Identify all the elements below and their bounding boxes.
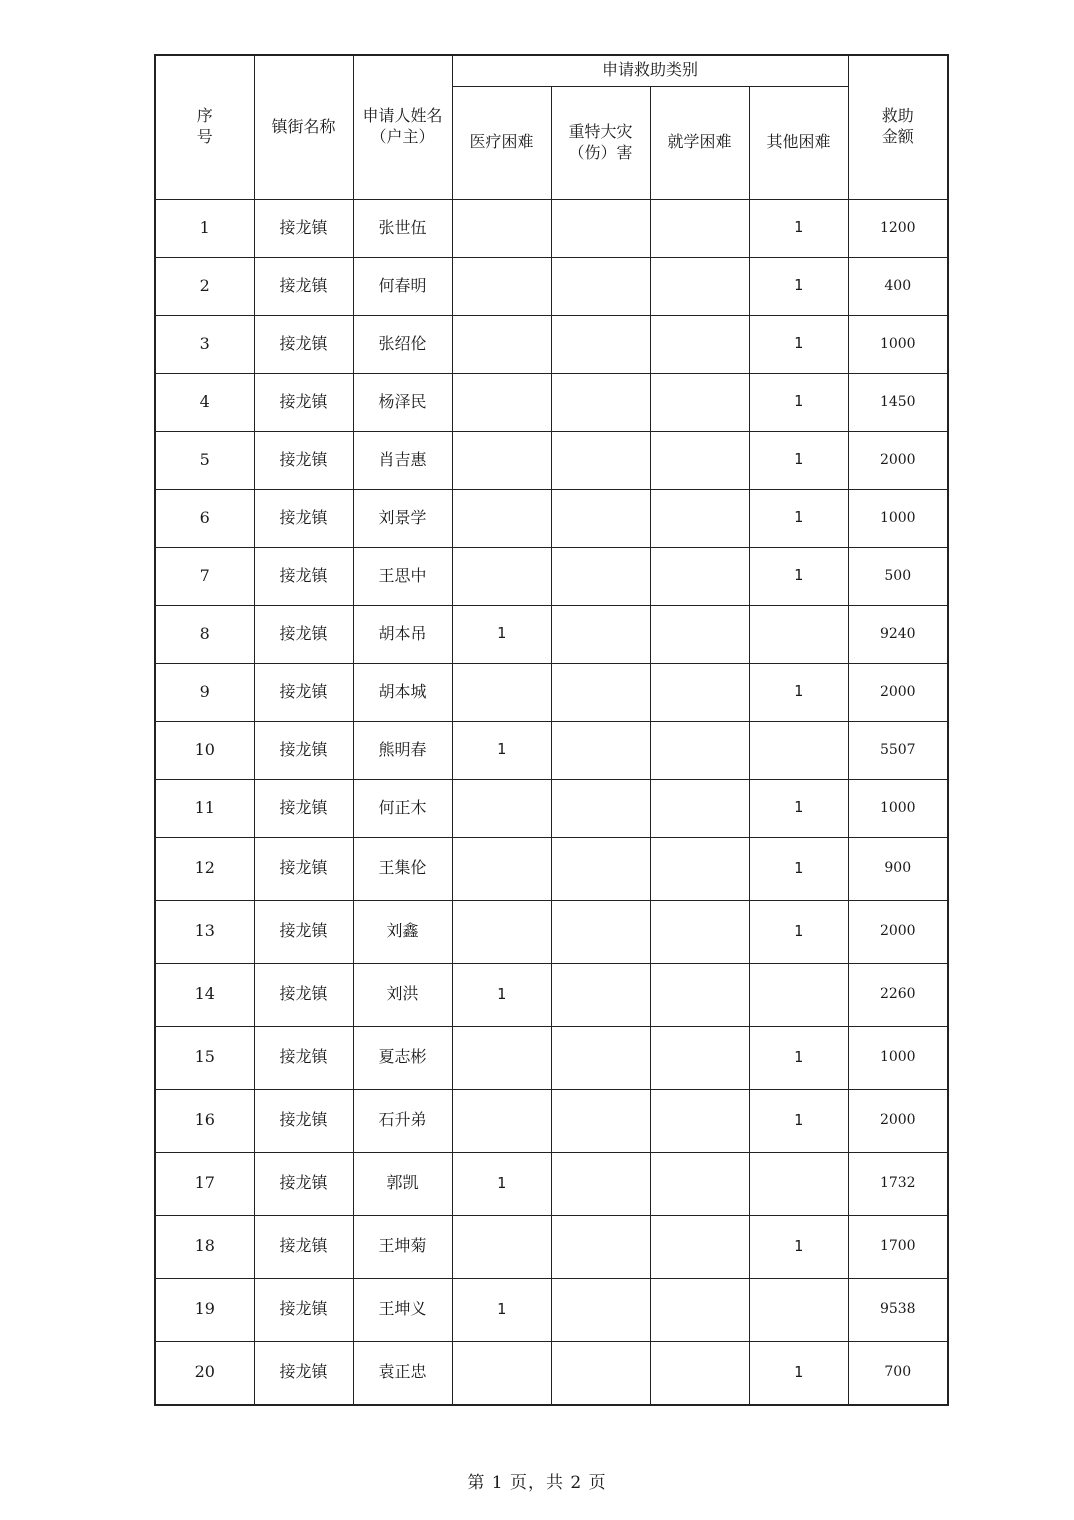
cell-town: 接龙镇 (254, 257, 353, 315)
cell-education (650, 900, 749, 963)
table-header (155, 55, 948, 199)
cell-education (650, 605, 749, 663)
cell-education (650, 1215, 749, 1278)
cell-medical (452, 1026, 551, 1089)
cell-other (749, 1278, 848, 1341)
cell-name: 石升弟 (353, 1089, 452, 1152)
cell-amount: 1200 (848, 199, 948, 257)
header-seq: 序 号 (155, 55, 254, 199)
cell-education (650, 963, 749, 1026)
cell-seq: 7 (155, 547, 254, 605)
cell-seq: 14 (155, 963, 254, 1026)
cell-disaster (551, 431, 650, 489)
cell-amount: 1000 (848, 489, 948, 547)
cell-name: 张绍伦 (353, 315, 452, 373)
cell-name: 刘洪 (353, 963, 452, 1026)
table-row (155, 1215, 948, 1278)
cell-medical: 1 (452, 605, 551, 663)
cell-education (650, 257, 749, 315)
table-row (155, 779, 948, 837)
cell-disaster (551, 900, 650, 963)
table-row (155, 489, 948, 547)
cell-other: 1 (749, 257, 848, 315)
cell-disaster (551, 489, 650, 547)
cell-disaster (551, 315, 650, 373)
cell-education (650, 1278, 749, 1341)
cell-seq: 15 (155, 1026, 254, 1089)
table-row (155, 1026, 948, 1089)
cell-medical (452, 199, 551, 257)
cell-name: 刘景学 (353, 489, 452, 547)
cell-amount: 2000 (848, 663, 948, 721)
table-row (155, 900, 948, 963)
table-row (155, 663, 948, 721)
cell-medical (452, 315, 551, 373)
cell-amount: 1000 (848, 1026, 948, 1089)
cell-name: 郭凯 (353, 1152, 452, 1215)
cell-disaster (551, 663, 650, 721)
header-disaster: 重特大灾 （伤）害 (551, 86, 650, 199)
cell-town: 接龙镇 (254, 315, 353, 373)
cell-education (650, 1026, 749, 1089)
table-body (155, 199, 948, 1405)
cell-other: 1 (749, 547, 848, 605)
cell-seq: 16 (155, 1089, 254, 1152)
cell-amount: 2000 (848, 431, 948, 489)
cell-seq: 9 (155, 663, 254, 721)
cell-medical (452, 373, 551, 431)
cell-other: 1 (749, 900, 848, 963)
cell-other: 1 (749, 199, 848, 257)
cell-name: 何正木 (353, 779, 452, 837)
table-row (155, 1089, 948, 1152)
cell-name: 刘鑫 (353, 900, 452, 963)
cell-other: 1 (749, 837, 848, 900)
cell-town: 接龙镇 (254, 663, 353, 721)
cell-seq: 13 (155, 900, 254, 963)
cell-seq: 20 (155, 1341, 254, 1405)
cell-other: 1 (749, 779, 848, 837)
cell-disaster (551, 373, 650, 431)
cell-amount: 2000 (848, 1089, 948, 1152)
cell-other: 1 (749, 489, 848, 547)
header-education: 就学困难 (650, 86, 749, 199)
cell-disaster (551, 257, 650, 315)
cell-medical (452, 900, 551, 963)
cell-other (749, 721, 848, 779)
cell-seq: 2 (155, 257, 254, 315)
cell-town: 接龙镇 (254, 1152, 353, 1215)
cell-other (749, 963, 848, 1026)
cell-amount: 5507 (848, 721, 948, 779)
cell-disaster (551, 1089, 650, 1152)
cell-amount: 900 (848, 837, 948, 900)
cell-town: 接龙镇 (254, 489, 353, 547)
cell-town: 接龙镇 (254, 431, 353, 489)
cell-town: 接龙镇 (254, 900, 353, 963)
cell-amount: 2000 (848, 900, 948, 963)
cell-education (650, 199, 749, 257)
cell-name: 张世伍 (353, 199, 452, 257)
cell-disaster (551, 721, 650, 779)
table-row (155, 431, 948, 489)
cell-name: 王坤菊 (353, 1215, 452, 1278)
cell-town: 接龙镇 (254, 837, 353, 900)
table-row (155, 721, 948, 779)
table-row (155, 963, 948, 1026)
cell-name: 胡本城 (353, 663, 452, 721)
cell-other: 1 (749, 1215, 848, 1278)
cell-town: 接龙镇 (254, 547, 353, 605)
cell-town: 接龙镇 (254, 373, 353, 431)
cell-medical (452, 1089, 551, 1152)
cell-amount: 500 (848, 547, 948, 605)
cell-other: 1 (749, 1089, 848, 1152)
cell-other (749, 605, 848, 663)
table-row (155, 373, 948, 431)
cell-name: 胡本吊 (353, 605, 452, 663)
cell-name: 王坤义 (353, 1278, 452, 1341)
table-row (155, 1278, 948, 1341)
cell-town: 接龙镇 (254, 199, 353, 257)
cell-education (650, 431, 749, 489)
table-row (155, 257, 948, 315)
cell-disaster (551, 1026, 650, 1089)
cell-education (650, 779, 749, 837)
cell-seq: 19 (155, 1278, 254, 1341)
cell-education (650, 1089, 749, 1152)
cell-town: 接龙镇 (254, 1026, 353, 1089)
cell-medical (452, 547, 551, 605)
cell-seq: 11 (155, 779, 254, 837)
header-medical: 医疗困难 (452, 86, 551, 199)
page-footer: 第 1 页，共 2 页 (467, 1473, 607, 1493)
cell-amount: 1732 (848, 1152, 948, 1215)
table-row (155, 199, 948, 257)
cell-seq: 6 (155, 489, 254, 547)
cell-disaster (551, 1278, 650, 1341)
table-row (155, 837, 948, 900)
cell-town: 接龙镇 (254, 779, 353, 837)
cell-medical: 1 (452, 963, 551, 1026)
cell-medical (452, 837, 551, 900)
cell-amount: 400 (848, 257, 948, 315)
cell-seq: 1 (155, 199, 254, 257)
cell-other: 1 (749, 1026, 848, 1089)
cell-disaster (551, 963, 650, 1026)
cell-education (650, 1152, 749, 1215)
cell-disaster (551, 779, 650, 837)
cell-amount: 9538 (848, 1278, 948, 1341)
relief-application-table (154, 54, 949, 1406)
cell-seq: 10 (155, 721, 254, 779)
cell-other: 1 (749, 373, 848, 431)
table-row (155, 1152, 948, 1215)
cell-other: 1 (749, 1341, 848, 1405)
cell-medical (452, 431, 551, 489)
cell-medical (452, 663, 551, 721)
cell-seq: 12 (155, 837, 254, 900)
cell-amount: 2260 (848, 963, 948, 1026)
cell-disaster (551, 199, 650, 257)
cell-name: 熊明春 (353, 721, 452, 779)
cell-seq: 8 (155, 605, 254, 663)
cell-seq: 17 (155, 1152, 254, 1215)
cell-amount: 1700 (848, 1215, 948, 1278)
header-town: 镇街名称 (254, 55, 353, 199)
cell-amount: 1000 (848, 315, 948, 373)
cell-medical (452, 779, 551, 837)
header-applicant: 申请人姓名 （户主） (353, 55, 452, 199)
cell-town: 接龙镇 (254, 963, 353, 1026)
cell-seq: 3 (155, 315, 254, 373)
cell-disaster (551, 1215, 650, 1278)
cell-amount: 1000 (848, 779, 948, 837)
cell-town: 接龙镇 (254, 1341, 353, 1405)
cell-town: 接龙镇 (254, 1215, 353, 1278)
header-category-group: 申请救助类别 (452, 55, 848, 86)
cell-seq: 4 (155, 373, 254, 431)
cell-disaster (551, 1341, 650, 1405)
cell-disaster (551, 547, 650, 605)
header-other: 其他困难 (749, 86, 848, 199)
cell-name: 肖吉惠 (353, 431, 452, 489)
header-amount: 救助 金额 (848, 55, 948, 199)
cell-education (650, 663, 749, 721)
cell-medical: 1 (452, 721, 551, 779)
cell-seq: 18 (155, 1215, 254, 1278)
cell-disaster (551, 837, 650, 900)
cell-medical (452, 489, 551, 547)
cell-education (650, 1341, 749, 1405)
cell-other: 1 (749, 663, 848, 721)
cell-town: 接龙镇 (254, 1278, 353, 1341)
cell-education (650, 373, 749, 431)
cell-medical (452, 1341, 551, 1405)
cell-education (650, 489, 749, 547)
cell-education (650, 547, 749, 605)
cell-amount: 1450 (848, 373, 948, 431)
cell-education (650, 315, 749, 373)
cell-town: 接龙镇 (254, 721, 353, 779)
table-row (155, 605, 948, 663)
cell-name: 王思中 (353, 547, 452, 605)
cell-name: 杨泽民 (353, 373, 452, 431)
cell-name: 何春明 (353, 257, 452, 315)
cell-amount: 700 (848, 1341, 948, 1405)
cell-name: 王集伦 (353, 837, 452, 900)
cell-education (650, 837, 749, 900)
cell-medical: 1 (452, 1152, 551, 1215)
cell-medical (452, 1215, 551, 1278)
cell-disaster (551, 1152, 650, 1215)
cell-seq: 5 (155, 431, 254, 489)
cell-amount: 9240 (848, 605, 948, 663)
cell-other: 1 (749, 431, 848, 489)
cell-medical: 1 (452, 1278, 551, 1341)
cell-other (749, 1152, 848, 1215)
cell-name: 夏志彬 (353, 1026, 452, 1089)
cell-medical (452, 257, 551, 315)
cell-name: 袁正忠 (353, 1341, 452, 1405)
cell-other: 1 (749, 315, 848, 373)
cell-education (650, 721, 749, 779)
table-row (155, 1341, 948, 1405)
cell-town: 接龙镇 (254, 605, 353, 663)
table-row (155, 547, 948, 605)
cell-disaster (551, 605, 650, 663)
table-row (155, 315, 948, 373)
cell-town: 接龙镇 (254, 1089, 353, 1152)
